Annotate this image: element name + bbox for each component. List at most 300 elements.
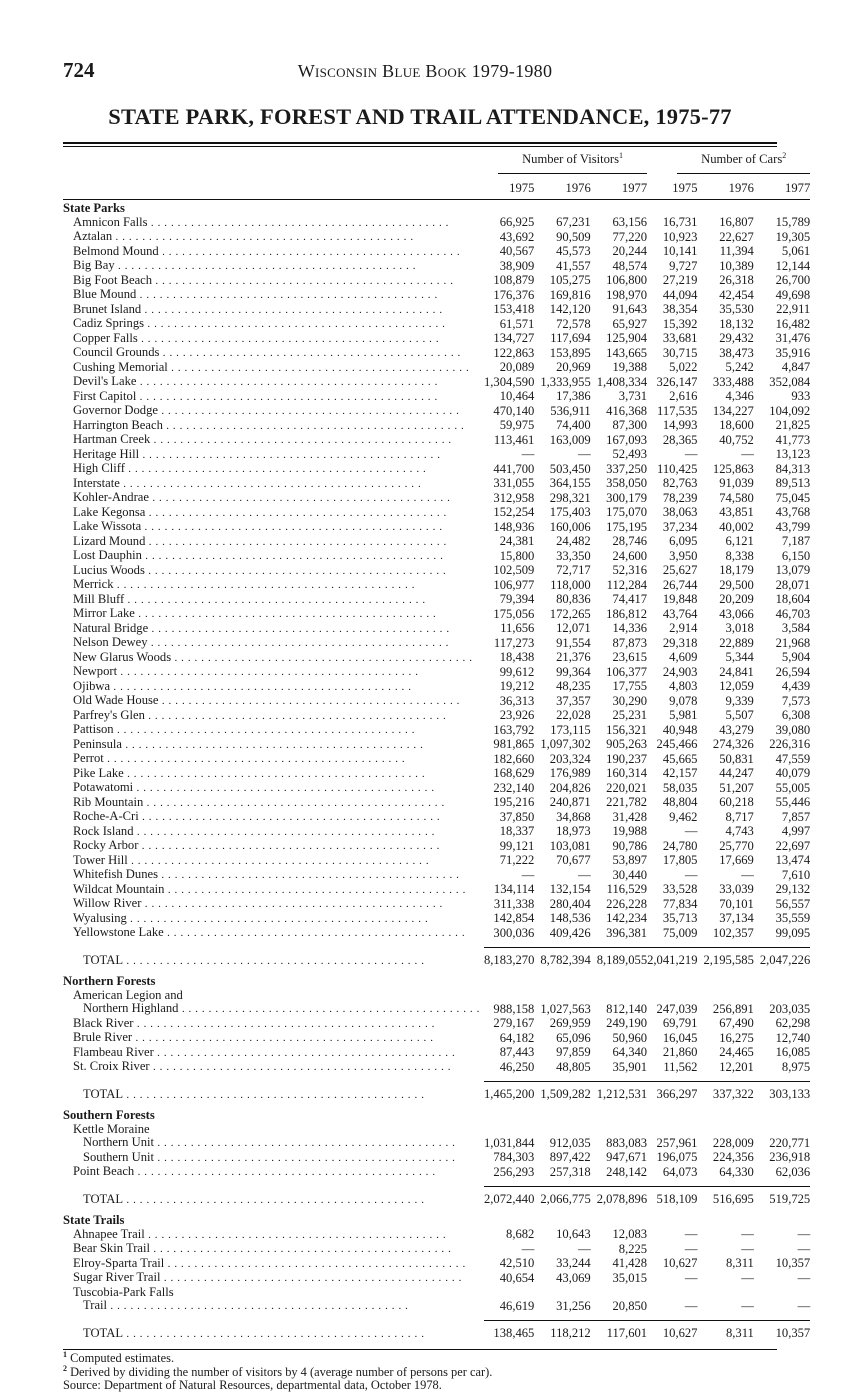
table-row <box>63 419 810 434</box>
row-label: Lizard Mound <box>73 534 146 548</box>
visitors-cell: 2,066,775 <box>540 1192 591 1206</box>
row-label: Willow River <box>73 897 142 910</box>
visitors-cell: 905,263 <box>606 737 648 751</box>
visitors-cell: 2,078,896 <box>596 1192 648 1206</box>
cars-cell: 22,911 <box>776 302 811 316</box>
cars-cell: 25,627 <box>662 563 698 577</box>
cars-cell: 203,035 <box>769 1001 811 1016</box>
table-row <box>63 288 810 303</box>
table-row <box>63 462 810 477</box>
visitors-cell: 37,850 <box>499 809 535 824</box>
cars-cell: 38,354 <box>662 302 698 316</box>
table-row <box>63 1299 810 1314</box>
visitors-cell: 947,671 <box>606 1150 648 1164</box>
table-row <box>63 303 810 318</box>
visitors-cell: 1,333,955 <box>540 374 591 389</box>
cars-cell: 11,394 <box>719 244 754 258</box>
dot-leader: . . . . . . . . . . . . . . . . . . . . . . . . . . . . . . . . . . . . . . . . . . . . . <box>110 680 412 693</box>
row-label: Governor Dodge <box>73 404 158 417</box>
visitors-cell: 19,388 <box>612 360 648 374</box>
table-row <box>63 1136 810 1151</box>
table-row <box>63 1242 810 1257</box>
table-row <box>63 1002 810 1017</box>
total-row <box>63 1321 810 1347</box>
visitors-cell: 257,318 <box>549 1164 591 1179</box>
cars-cell: 16,807 <box>719 215 754 229</box>
row-label: Interstate <box>73 476 120 490</box>
cars-cell: 102,357 <box>712 925 754 940</box>
cars-cell: 257,961 <box>656 1135 698 1150</box>
visitors-cell <box>597 1286 647 1300</box>
cars-cell: 29,318 <box>662 635 698 650</box>
visitors-cell: 298,321 <box>549 490 591 505</box>
cars-cell: — <box>741 1270 754 1285</box>
visitors-cell: 988,158 <box>493 1001 535 1016</box>
cars-cell: — <box>684 1270 698 1285</box>
visitors-cell: — <box>521 447 535 461</box>
dot-leader: . . . . . . . . . . . . . . . . . . . . . . . . . . . . . . . . . . . . . . . . . . . . . <box>149 1061 452 1073</box>
dot-leader: . . . . . . . . . . . . . . . . . . . . . . . . . . . . . . . . . . . . . . . . . . . . . <box>164 1257 466 1270</box>
dot-leader: . . . . . . . . . . . . . . . . . . . . . . . . . . . . . . . . . . . . . . . . . . . . . <box>123 1088 425 1101</box>
visitors-cell: 106,800 <box>606 273 648 287</box>
running-head: Wisconsin Blue Book 1979-1980 <box>297 61 553 81</box>
row-label: Ahnapee Trail <box>73 1227 145 1241</box>
cars-cell: 14,993 <box>662 418 698 432</box>
row-label: Trail <box>83 1299 108 1312</box>
table-row <box>63 1151 810 1166</box>
visitors-cell: 409,426 <box>549 925 591 940</box>
cars-cell: 10,357 <box>775 1326 811 1340</box>
row-label: Mirror Lake <box>73 607 135 620</box>
dot-leader: . . . . . . . . . . . . . . . . . . . . . . . . . . . . . . . . . . . . . . . . . . . . . <box>163 927 466 939</box>
visitors-cell: 53,897 <box>612 853 648 867</box>
row-label: First Capitol <box>73 389 137 403</box>
cars-cell: 2,616 <box>669 389 698 403</box>
row-label: Copper Falls <box>73 331 138 345</box>
row-label: Cadiz Springs <box>73 317 145 330</box>
dot-leader: . . . . . . . . . . . . . . . . . . . . . . . . . . . . . . . . . . . . . . . . . . . . . <box>123 767 426 780</box>
section-title: State Trails <box>63 1213 125 1227</box>
visitors-cell: 42,510 <box>499 1256 535 1270</box>
visitors-cell <box>484 1286 540 1300</box>
cars-cell: 82,763 <box>662 476 698 490</box>
cars-cell: — <box>684 1227 698 1241</box>
cars-cell: 30,715 <box>662 345 698 360</box>
cars-cell: 7,187 <box>781 534 811 548</box>
visitors-cell: 897,422 <box>549 1150 591 1164</box>
dot-leader: . . . . . . . . . . . . . . . . . . . . . . . . . . . . . . . . . . . . . . . . . . . . . <box>119 477 422 490</box>
visitors-cell: 74,400 <box>556 418 591 432</box>
cars-cell: 10,923 <box>662 229 698 244</box>
cars-cell: 20,209 <box>719 592 754 606</box>
dot-leader: . . . . . . . . . . . . . . . . . . . . . . . . . . . . . . . . . . . . . . . . . . . . . <box>117 666 419 678</box>
visitors-cell: 71,222 <box>499 853 535 867</box>
visitors-cell: 175,056 <box>493 606 535 621</box>
cars-cell: 5,061 <box>781 244 811 258</box>
visitors-cell: 105,275 <box>549 273 591 287</box>
row-label: Rock Island <box>73 824 134 838</box>
table-row <box>63 317 810 332</box>
year-header: 1977 <box>760 178 810 200</box>
visitors-cell: — <box>578 447 591 461</box>
table-row <box>63 723 810 738</box>
cars-cell: — <box>797 1241 811 1256</box>
visitors-cell: 65,927 <box>612 316 648 331</box>
visitors-cell <box>597 1123 647 1137</box>
cars-cell: 16,085 <box>775 1045 811 1059</box>
visitors-cell: 35,901 <box>612 1059 648 1074</box>
cars-cell: 43,768 <box>775 505 811 519</box>
cars-cell: 77,834 <box>662 896 698 911</box>
cars-cell: 78,239 <box>662 490 698 505</box>
visitors-cell: 163,009 <box>549 432 591 447</box>
visitors-cell: 470,140 <box>493 403 535 418</box>
cars-cell: 24,841 <box>719 664 754 679</box>
visitors-cell: 87,873 <box>612 635 648 650</box>
cars-cell: 21,968 <box>775 635 811 650</box>
cars-cell: 2,047,226 <box>759 953 811 967</box>
cars-cell: 26,700 <box>775 273 811 287</box>
cars-cell: 58,035 <box>662 780 698 795</box>
visitors-cell: 15,800 <box>499 548 535 563</box>
cars-cell: 224,356 <box>712 1150 754 1164</box>
dot-leader: . . . . . . . . . . . . . . . . . . . . . . . . . . . . . . . . . . . . . . . . . . . . . <box>132 1032 434 1044</box>
visitors-group-label: Number of Visitors <box>522 152 620 166</box>
visitors-cell: 72,717 <box>556 563 591 577</box>
table-row <box>63 810 810 825</box>
visitors-cell: 300,036 <box>493 925 535 940</box>
dot-leader: . . . . . . . . . . . . . . . . . . . . . . . . . . . . . . . . . . . . . . . . . . . . . <box>154 1137 456 1149</box>
cars-cell: 75,045 <box>775 490 811 505</box>
cars-cell: 18,600 <box>719 418 754 432</box>
cars-cell: 366,297 <box>656 1087 698 1101</box>
dot-leader: . . . . . . . . . . . . . . . . . . . . . . . . . . . . . . . . . . . . . . . . . . . . . <box>159 347 461 359</box>
row-label: Northern Unit <box>83 1136 154 1149</box>
total-label: TOTAL <box>83 1087 124 1101</box>
visitors-cell: 46,250 <box>499 1059 535 1074</box>
cars-cell: 5,904 <box>781 650 811 664</box>
section-header-row <box>63 973 810 989</box>
visitors-cell <box>540 1123 596 1137</box>
visitors-cell: 11,656 <box>500 621 535 635</box>
cars-cell: 4,997 <box>781 824 811 838</box>
section-header-row <box>63 1107 810 1123</box>
year-header-row <box>63 178 810 200</box>
cars-cell: 8,338 <box>725 548 754 563</box>
cars-cell: 4,743 <box>725 824 754 838</box>
cars-cell: — <box>684 447 698 461</box>
visitors-cell: 441,700 <box>493 461 535 476</box>
row-label: Nelson Dewey <box>73 636 148 649</box>
cars-cell: 48,804 <box>662 795 698 809</box>
row-label: Amnicon Falls <box>73 215 148 229</box>
dot-leader: . . . . . . . . . . . . . . . . . . . . . . . . . . . . . . . . . . . . . . . . . . . . . <box>127 854 430 867</box>
dot-leader: . . . . . . . . . . . . . . . . . . . . . . . . . . . . . . . . . . . . . . . . . . . . . <box>136 289 438 301</box>
cars-cell: 43,799 <box>775 519 811 534</box>
visitors-cell: 503,450 <box>549 461 591 476</box>
table-row <box>63 549 810 564</box>
cars-cell: 56,557 <box>775 896 811 911</box>
dot-leader: . . . . . . . . . . . . . . . . . . . . . . . . . . . . . . . . . . . . . . . . . . . . . <box>138 840 440 852</box>
cars-cell: 236,918 <box>769 1150 811 1164</box>
visitors-cell: 122,863 <box>493 345 535 360</box>
cars-cell: 9,078 <box>669 693 698 708</box>
dot-leader: . . . . . . . . . . . . . . . . . . . . . . . . . . . . . . . . . . . . . . . . . . . . . <box>143 796 445 809</box>
cars-cell: 2,195,585 <box>703 953 754 967</box>
dot-leader: . . . . . . . . . . . . . . . . . . . . . . . . . . . . . . . . . . . . . . . . . . . . . <box>137 332 440 345</box>
visitors-cell: 90,786 <box>612 838 648 853</box>
visitors-cell: 19,212 <box>499 679 535 693</box>
table-row <box>63 694 810 709</box>
cars-cell: 8,311 <box>725 1326 754 1340</box>
cars-cell: 99,095 <box>775 925 811 940</box>
row-label: Whitefish Dunes <box>73 868 158 881</box>
cars-cell: 16,045 <box>662 1030 698 1045</box>
visitors-cell: 23,926 <box>499 708 535 722</box>
table-row <box>63 332 810 347</box>
cars-cell: 9,339 <box>725 693 754 708</box>
visitors-cell: 12,083 <box>612 1227 648 1241</box>
visitors-cell: 77,220 <box>612 229 648 244</box>
visitors-cell: 134,114 <box>493 882 535 896</box>
cars-cell: 7,573 <box>781 693 811 708</box>
visitors-cell: 912,035 <box>549 1135 591 1150</box>
visitors-cell: 169,816 <box>549 287 591 302</box>
dot-leader: . . . . . . . . . . . . . . . . . . . . . . . . . . . . . . . . . . . . . . . . . . . . . <box>144 1228 447 1241</box>
visitors-cell: 37,357 <box>556 693 591 708</box>
row-label: Point Beach <box>73 1165 135 1178</box>
dot-leader: . . . . . . . . . . . . . . . . . . . . . . . . . . . . . . . . . . . . . . . . . . . . . <box>144 318 446 330</box>
visitors-cell: 103,081 <box>549 838 591 853</box>
table-row <box>63 883 810 898</box>
visitors-cell: 1,212,531 <box>596 1087 648 1101</box>
row-label: Tuscobia-Park Falls <box>73 1285 174 1299</box>
visitors-cell: 1,408,334 <box>596 374 648 389</box>
cars-cell: 37,234 <box>662 519 698 534</box>
table-row <box>63 390 810 405</box>
table-row <box>63 1286 810 1300</box>
dot-leader: . . . . . . . . . . . . . . . . . . . . . . . . . . . . . . . . . . . . . . . . . . . . . <box>134 608 437 620</box>
visitors-cell: 99,612 <box>499 664 535 679</box>
dot-leader: . . . . . . . . . . . . . . . . . . . . . . . . . . . . . . . . . . . . . . . . . . . . . <box>112 231 414 243</box>
visitors-cell: 311,338 <box>493 896 535 911</box>
visitors-cell: 198,970 <box>606 287 648 302</box>
visitors-cell: 175,403 <box>549 505 591 519</box>
cars-group-header <box>647 147 810 178</box>
row-label: Council Grounds <box>73 346 160 359</box>
total-label: TOTAL <box>83 1192 124 1206</box>
visitors-cell: 20,089 <box>499 360 535 374</box>
cars-cell: 2,041,219 <box>647 953 698 967</box>
visitors-cell: 87,443 <box>499 1045 535 1059</box>
visitors-cell: 25,231 <box>612 708 648 722</box>
table-row <box>63 404 810 419</box>
table-row <box>63 1046 810 1061</box>
cars-cell: 9,727 <box>669 258 698 273</box>
cars-cell: — <box>797 1298 811 1313</box>
visitors-cell: 59,975 <box>499 418 535 432</box>
visitors-cell: 102,509 <box>493 563 535 577</box>
cars-cell: 55,446 <box>775 795 811 809</box>
dot-leader: . . . . . . . . . . . . . . . . . . . . . . . . . . . . . . . . . . . . . . . . . . . . . <box>121 738 424 751</box>
visitors-cell: 118,212 <box>550 1326 591 1340</box>
cars-cell: 84,313 <box>775 461 811 476</box>
cars-cell: 70,101 <box>719 896 754 911</box>
visitors-cell: 50,960 <box>612 1030 648 1045</box>
cars-cell <box>647 1123 703 1137</box>
dot-leader: . . . . . . . . . . . . . . . . . . . . . . . . . . . . . . . . . . . . . . . . . . . . . <box>126 912 429 925</box>
bottom-rule <box>63 1349 777 1350</box>
cars-cell: 134,227 <box>712 403 754 418</box>
footnote-1: $^1$ Computed estimates. <box>63 1350 175 1365</box>
visitors-cell: 18,973 <box>556 824 591 838</box>
visitors-cell: 91,554 <box>556 635 591 650</box>
cars-cell: 60,218 <box>719 795 754 809</box>
visitors-cell: 331,055 <box>493 476 535 490</box>
cars-cell: 28,071 <box>775 577 811 592</box>
cars-cell: 42,157 <box>662 766 698 780</box>
visitors-cell: 79,394 <box>499 592 535 606</box>
cars-cell: 333,488 <box>712 374 754 389</box>
visitors-cell: 148,936 <box>493 519 535 534</box>
row-label: Roche-A-Cri <box>73 810 139 823</box>
page-number: 724 <box>63 58 95 82</box>
row-label: Rocky Arbor <box>73 839 139 852</box>
dot-leader: . . . . . . . . . . . . . . . . . . . . . . . . . . . . . . . . . . . . . . . . . . . . . <box>158 695 460 707</box>
cars-cell: 10,627 <box>662 1326 698 1340</box>
dot-leader: . . . . . . . . . . . . . . . . . . . . . . . . . . . . . . . . . . . . . . . . . . . . . <box>149 1243 452 1255</box>
cars-cell: 274,326 <box>712 737 754 751</box>
cars-cell: 67,490 <box>719 1016 754 1030</box>
visitors-cell: 256,293 <box>493 1164 535 1179</box>
row-label: Natural Bridge <box>73 621 149 635</box>
table-row <box>63 825 810 840</box>
dot-leader: . . . . . . . . . . . . . . . . . . . . . . . . . . . . . . . . . . . . . . . . . . . . . <box>160 1272 462 1284</box>
cars-cell: 64,330 <box>719 1164 754 1179</box>
table-row <box>63 245 810 260</box>
dot-leader: . . . . . . . . . . . . . . . . . . . . . . . . . . . . . . . . . . . . . . . . . . . . . <box>123 1193 425 1206</box>
cars-cell: 196,075 <box>656 1150 698 1164</box>
visitors-cell: 99,121 <box>499 838 535 853</box>
visitors-cell: 20,850 <box>612 1298 648 1313</box>
visitors-cell: 142,234 <box>606 911 648 925</box>
visitors-cell: 64,340 <box>612 1045 648 1059</box>
visitors-cell: 99,364 <box>556 664 591 679</box>
cars-cell: 8,311 <box>725 1256 754 1270</box>
dot-leader: . . . . . . . . . . . . . . . . . . . . . . . . . . . . . . . . . . . . . . . . . . . . . <box>139 448 441 461</box>
total-label: TOTAL <box>83 953 124 967</box>
row-label: Sugar River Trail <box>73 1271 161 1284</box>
visitors-cell: 18,337 <box>499 824 535 838</box>
visitors-cell: 38,909 <box>499 258 535 273</box>
visitors-cell: 883,083 <box>606 1135 648 1150</box>
visitors-cell: 14,336 <box>612 621 648 635</box>
visitors-cell: 45,573 <box>556 244 591 258</box>
cars-cell: 44,247 <box>719 766 754 780</box>
visitors-cell: 48,805 <box>556 1059 591 1074</box>
visitors-cell: 1,097,302 <box>540 737 591 751</box>
visitors-cell: 173,115 <box>550 722 591 737</box>
table-row <box>63 491 810 506</box>
cars-cell: 39,080 <box>775 722 811 737</box>
visitors-cell: 113,461 <box>493 432 535 447</box>
visitors-cell: 40,654 <box>499 1270 535 1285</box>
table-row <box>63 767 810 782</box>
table-row <box>63 593 810 608</box>
page-header <box>63 58 777 84</box>
visitors-cell: 52,316 <box>612 563 648 577</box>
cars-cell: 16,731 <box>662 215 698 229</box>
dot-leader: . . . . . . . . . . . . . . . . . . . . . . . . . . . . . . . . . . . . . . . . . . . . . <box>145 535 447 548</box>
visitors-cell: 24,482 <box>556 534 591 548</box>
cars-cell: 117,535 <box>657 403 698 418</box>
cars-cell: 44,094 <box>662 287 698 302</box>
visitors-cell: 12,071 <box>556 621 591 635</box>
cars-cell: 28,365 <box>662 432 698 447</box>
cars-cell: 18,179 <box>719 563 754 577</box>
dot-leader: . . . . . . . . . . . . . . . . . . . . . . . . . . . . . . . . . . . . . . . . . . . . . <box>148 622 450 635</box>
cars-cell: 125,863 <box>712 461 754 476</box>
row-label: Brunet Island <box>73 302 142 316</box>
row-label: Wyalusing <box>73 911 127 925</box>
visitors-cell: 8,682 <box>506 1227 535 1241</box>
cars-cell: 326,147 <box>656 374 698 389</box>
cars-cell: 6,308 <box>781 708 811 722</box>
attendance-table <box>63 147 810 1346</box>
cars-cell: — <box>797 1227 811 1241</box>
visitors-cell: 106,977 <box>493 577 535 592</box>
visitors-cell: 35,015 <box>612 1270 648 1285</box>
visitors-cell: 33,244 <box>556 1256 591 1270</box>
visitors-cell: 152,254 <box>493 505 535 519</box>
table-row <box>63 781 810 796</box>
table-row <box>63 346 810 361</box>
visitors-cell: 249,190 <box>606 1016 648 1030</box>
total-row <box>63 1082 810 1108</box>
table-row <box>63 622 810 637</box>
visitors-cell: 132,154 <box>549 882 591 896</box>
table-row <box>63 738 810 753</box>
cars-cell: 22,697 <box>775 838 811 853</box>
cars-cell: 37,134 <box>719 911 754 925</box>
row-label: Wildcat Mountain <box>73 882 165 896</box>
dot-leader: . . . . . . . . . . . . . . . . . . . . . . . . . . . . . . . . . . . . . . . . . . . . . <box>114 260 417 272</box>
cars-cell: 2,914 <box>669 621 698 635</box>
visitors-cell: 176,376 <box>493 287 535 302</box>
cars-cell: — <box>684 824 698 838</box>
dot-leader: . . . . . . . . . . . . . . . . . . . . . . . . . . . . . . . . . . . . . . . . . . . . . <box>158 869 460 881</box>
cars-cell: 247,039 <box>656 1001 698 1016</box>
cars-cell: 26,744 <box>662 577 698 592</box>
cars-cell: 17,805 <box>662 853 698 867</box>
table-row <box>63 375 810 390</box>
row-label: Pattison <box>73 723 114 736</box>
visitors-cell: 66,925 <box>499 215 535 229</box>
cars-cell: 25,770 <box>719 838 754 853</box>
visitors-cell: 153,895 <box>549 345 591 360</box>
dot-leader: . . . . . . . . . . . . . . . . . . . . . . . . . . . . . . . . . . . . . . . . . . . . . <box>141 303 443 316</box>
table-row <box>63 274 810 289</box>
table-row <box>63 636 810 651</box>
visitors-cell: 156,321 <box>606 722 648 737</box>
visitors-cell: 138,465 <box>493 1326 535 1340</box>
cars-cell: 24,780 <box>662 838 698 853</box>
dot-leader: . . . . . . . . . . . . . . . . . . . . . . . . . . . . . . . . . . . . . . . . . . . . . <box>133 782 435 794</box>
cars-cell: 50,831 <box>719 751 754 766</box>
visitors-cell: 112,284 <box>606 577 648 592</box>
cars-cell: 51,207 <box>719 780 754 795</box>
visitors-cell: 167,093 <box>606 432 648 447</box>
